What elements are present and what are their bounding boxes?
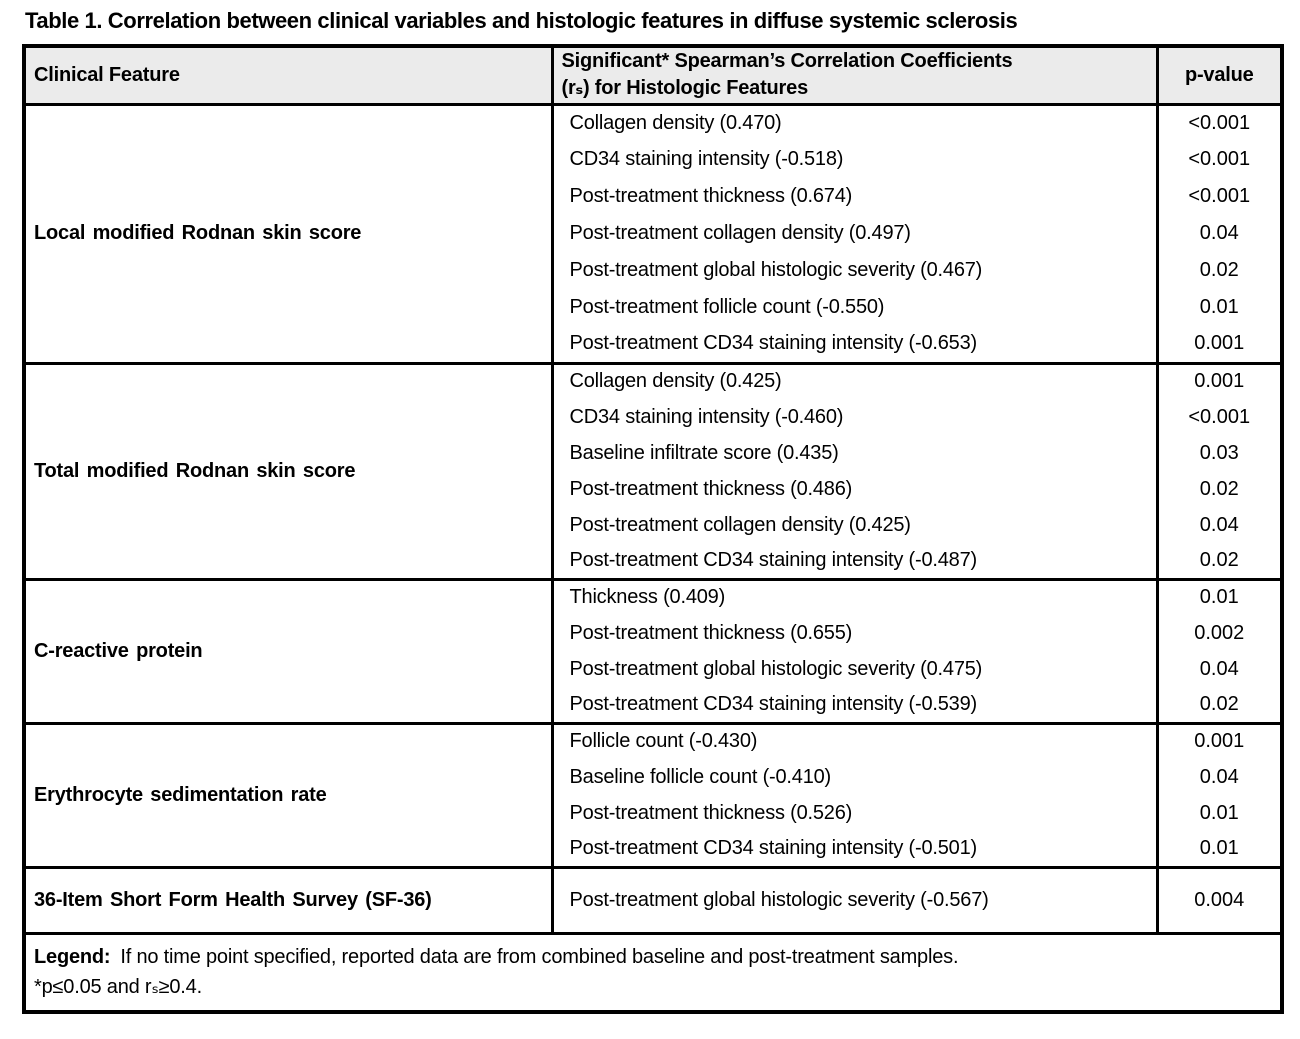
- p-value-cell: <0.001: [1157, 399, 1282, 435]
- histologic-feature-cell: Post-treatment CD34 staining intensity (-0.501): [552, 831, 1157, 867]
- p-value-cell: 0.01: [1157, 831, 1282, 867]
- legend-text: If no time point specified, reported data are from combined baseline and post-treatment samples.: [120, 945, 959, 968]
- p-value-cell: 0.02: [1157, 252, 1282, 289]
- legend-cell: [24, 933, 1282, 1012]
- histologic-feature-cell: Post-treatment collagen density (0.425): [552, 507, 1157, 543]
- header-correlation-coefficients: [552, 46, 1157, 104]
- histologic-feature-cell: Baseline infiltrate score (0.435): [552, 435, 1157, 471]
- p-value-cell: 0.04: [1157, 215, 1282, 252]
- histologic-feature-cell: Post-treatment CD34 staining intensity (-0.539): [552, 687, 1157, 723]
- p-value-cell: 0.001: [1157, 723, 1282, 759]
- p-value-cell: 0.04: [1157, 507, 1282, 543]
- histologic-feature-cell: CD34 staining intensity (-0.518): [552, 141, 1157, 178]
- p-value-cell: 0.01: [1157, 795, 1282, 831]
- p-value-cell: 0.02: [1157, 687, 1282, 723]
- histologic-feature-cell: Post-treatment collagen density (0.497): [552, 215, 1157, 252]
- header-correlation-line2: (rₛ) for Histologic Features: [561, 77, 808, 100]
- histologic-feature-cell: Follicle count (-0.430): [552, 723, 1157, 759]
- group-local-modified-rodnan-skin-score: [24, 104, 1282, 363]
- group-total-modified-rodnan-skin-score: [24, 363, 1282, 579]
- table-title: Table 1. Correlation between clinical variables and histologic features in diffuse systemic sclerosis: [25, 8, 1018, 33]
- clinical-feature-cell: Total modified Rodnan skin score: [24, 363, 552, 579]
- histologic-feature-cell: Post-treatment global histologic severity (0.475): [552, 651, 1157, 687]
- legend-label: Legend:: [34, 945, 111, 968]
- correlation-table: [22, 44, 1284, 1014]
- p-value-cell: <0.001: [1157, 141, 1282, 178]
- histologic-feature-cell: Collagen density (0.470): [552, 104, 1157, 141]
- histologic-feature-cell: Post-treatment thickness (0.526): [552, 795, 1157, 831]
- p-value-cell: 0.01: [1157, 579, 1282, 615]
- p-value-cell: 0.002: [1157, 615, 1282, 651]
- p-value-cell: 0.04: [1157, 759, 1282, 795]
- table-row: [24, 867, 1282, 933]
- p-value-cell: 0.02: [1157, 543, 1282, 579]
- group-sf-36: [24, 867, 1282, 933]
- p-value-cell: <0.001: [1157, 178, 1282, 215]
- histologic-feature-cell: CD34 staining intensity (-0.460): [552, 399, 1157, 435]
- group-erythrocyte-sedimentation-rate: [24, 723, 1282, 867]
- header-row: [24, 46, 1282, 104]
- histologic-feature-cell: Post-treatment global histologic severity (0.467): [552, 252, 1157, 289]
- table-row: [24, 579, 1282, 615]
- histologic-feature-cell: Post-treatment thickness (0.486): [552, 471, 1157, 507]
- histologic-feature-cell: Baseline follicle count (-0.410): [552, 759, 1157, 795]
- p-value-cell: 0.004: [1157, 867, 1282, 933]
- p-value-cell: 0.01: [1157, 289, 1282, 326]
- histologic-feature-cell: Post-treatment follicle count (-0.550): [552, 289, 1157, 326]
- p-value-cell: 0.02: [1157, 471, 1282, 507]
- clinical-feature-cell: Local modified Rodnan skin score: [24, 104, 552, 363]
- histologic-feature-cell: Thickness (0.409): [552, 579, 1157, 615]
- histologic-feature-cell: Post-treatment thickness (0.674): [552, 178, 1157, 215]
- histologic-feature-cell: Post-treatment thickness (0.655): [552, 615, 1157, 651]
- clinical-feature-cell: Erythrocyte sedimentation rate: [24, 723, 552, 867]
- table-header: [24, 46, 1282, 104]
- legend-note: *p≤0.05 and rₛ≥0.4.: [34, 975, 202, 998]
- clinical-feature-cell: C-reactive protein: [24, 579, 552, 723]
- legend-line1: [34, 942, 1272, 972]
- legend-row: [24, 933, 1282, 1012]
- header-correlation-line1: Significant* Spearman’s Correlation Coefficients: [561, 50, 1013, 73]
- p-value-cell: <0.001: [1157, 104, 1282, 141]
- histologic-feature-cell: Post-treatment CD34 staining intensity (-0.487): [552, 543, 1157, 579]
- p-value-cell: 0.04: [1157, 651, 1282, 687]
- table-row: [24, 723, 1282, 759]
- legend-section: [24, 933, 1282, 1012]
- table-row: [24, 104, 1282, 141]
- p-value-cell: 0.001: [1157, 326, 1282, 363]
- histologic-feature-cell: Collagen density (0.425): [552, 363, 1157, 399]
- histologic-feature-cell: Post-treatment CD34 staining intensity (-0.653): [552, 326, 1157, 363]
- clinical-feature-cell: 36-Item Short Form Health Survey (SF-36): [24, 867, 552, 933]
- p-value-cell: 0.03: [1157, 435, 1282, 471]
- header-clinical-feature: Clinical Feature: [24, 46, 552, 104]
- group-c-reactive-protein: [24, 579, 1282, 723]
- table-row: [24, 363, 1282, 399]
- header-p-value: p-value: [1157, 46, 1282, 104]
- p-value-cell: 0.001: [1157, 363, 1282, 399]
- histologic-feature-cell: Post-treatment global histologic severity (-0.567): [552, 867, 1157, 933]
